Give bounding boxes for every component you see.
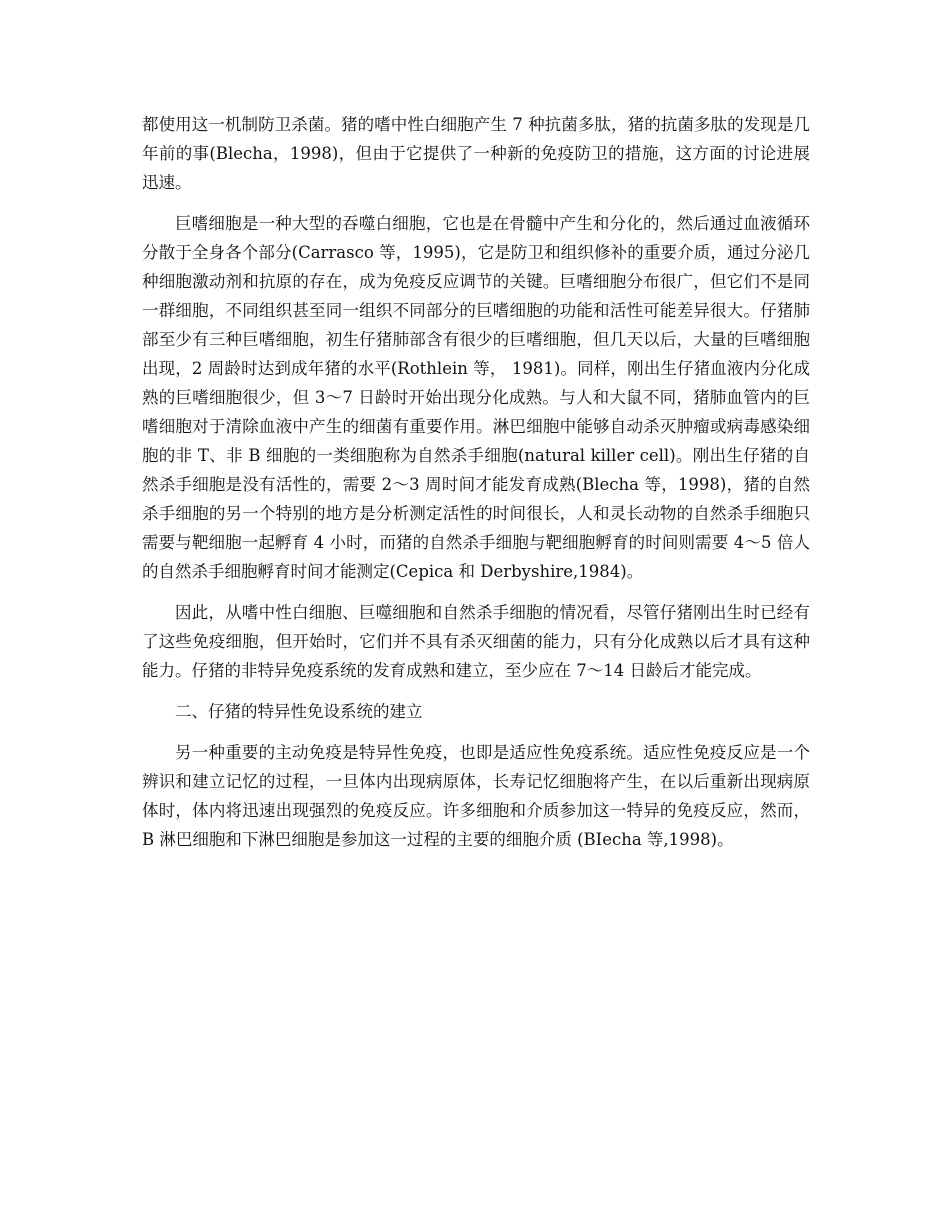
paragraph-1: 都使用这一机制防卫杀菌。猪的嗜中性白细胞产生 7 种抗菌多肽，猪的抗菌多肽的发现是几年前的事(Blecha，1998)，但由于它提供了一种新的免疫防卫的措施，这方面的讨论进展迅速。 (142, 115, 810, 192)
document-body (142, 110, 810, 866)
paragraph-2: 巨嗜细胞是一种大型的吞噬白细胞，它也是在骨髓中产生和分化的，然后通过血液循环分散于全身各个部分(Carrasco 等，1995)，它是防卫和组织修补的重要介质，通过分泌几种细胞激动剂和抗原的存在，成为免疫反应调节的关键。巨嗜细胞分布很广，但它们不是同一群细胞，不同组织甚至同一组织不同部分的巨嗜细胞的功能和活性可能差异很大。仔猪肺部至少有三种巨嗜细胞，初生仔猪肺部含有很少的巨嗜细胞，但几天以后，大量的巨嗜细胞出现，2 周龄时达到成年猪的水平(Rothlein 等， 1981)。同样，刚出生仔猪血液内分化成熟的巨嗜细胞很少，但 3～7 日龄时开始出现分化成熟。与人和大鼠不同，猪肺血管内的巨嗜细胞对于清除血液中产生的细菌有重要作用。淋巴细胞中能够自动杀灭肿瘤或病毒感染细胞的非 T、非 B 细胞的一类细胞称为自然杀手细胞(natural killer cell)。刚出生仔猪的自然杀手细胞是没有活性的，需要 2～3 周时间才能发育成熟(Blecha 等，1998)，猪的自然杀手细胞的另一个特别的地方是分析测定活性的时间很长，人和灵长动物的自然杀手细胞只需要与靶细胞一起孵育 4 小时，而猪的自然杀手细胞与靶细胞孵育的时间则需要 4～5 倍人的自然杀手细胞孵育时间才能测定(Cepica 和 Derbyshire,1984)。 (142, 214, 810, 581)
section-heading: 二、仔猪的特异性免设系统的建立 (175, 702, 423, 721)
paragraph-4: 另一种重要的主动免疫是特异性免疫，也即是适应性免疫系统。适应性免疫反应是一个辨识和建立记忆的过程，一旦体内出现病原体，长寿记忆细胞将产生，在以后重新出现病原体时，体内将迅速出现强烈的免疫反应。许多细胞和介质参加这一特异的免疫反应，然而，B 淋巴细胞和下淋巴细胞是参加这一过程的主要的细胞介质 (BIecha 等,1998)。 (142, 743, 810, 849)
paragraph-3: 因此，从嗜中性白细胞、巨噬细胞和自然杀手细胞的情况看，尽管仔猪刚出生时已经有了这些免疫细胞，但开始时，它们并不具有杀灭细菌的能力，只有分化成熟以后才具有这种能力。仔猪的非特异免疫系统的发育成熟和建立，至少应在 7～14 日龄后才能完成。 (142, 603, 810, 680)
